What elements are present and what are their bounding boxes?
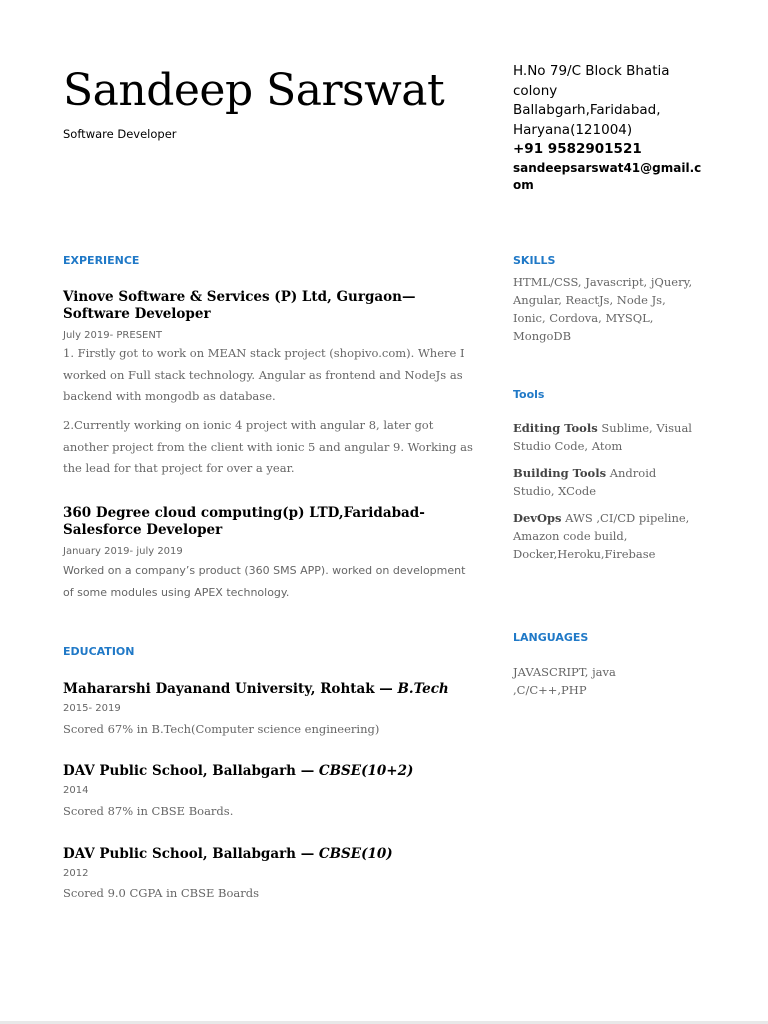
tool-item	[513, 419, 693, 455]
education-detail: Scored 87% in CBSE Boards.	[63, 804, 234, 818]
tool-value: Android Studio, XCode	[513, 466, 657, 498]
tool-value: Sublime, Visual Studio Code, Atom	[513, 421, 692, 453]
contact-address: H.No 79/C Block Bhatia colony Ballabgarh,Faridabad, Haryana(121004)	[513, 63, 670, 138]
tool-item	[513, 509, 693, 563]
tool-label: Building Tools	[513, 466, 607, 480]
candidate-role: Software Developer	[63, 127, 177, 141]
degree: CBSE(10+2)	[318, 763, 414, 779]
languages-list: JAVASCRIPT, java ,C/C++,PHP	[513, 665, 616, 697]
experience-heading: EXPERIENCE	[63, 254, 140, 267]
education-title	[63, 763, 413, 780]
tool-item	[513, 464, 693, 500]
job-title: Vinove Software & Services (P) Ltd, Gurgaon— Software Developer	[63, 289, 416, 322]
education-dates: 2012	[63, 868, 89, 879]
tool-label: Editing Tools	[513, 421, 598, 435]
job-description: Worked on a company’s product (360 SMS APP). worked on development of some modules using APEX technology.	[63, 564, 466, 599]
candidate-name: Sandeep Sarswat	[63, 65, 445, 116]
tool-label: DevOps	[513, 511, 562, 525]
job-dates: January 2019- july 2019	[63, 546, 183, 557]
education-heading: EDUCATION	[63, 645, 135, 658]
school-place: Ballabgarh —	[207, 846, 319, 862]
school-place: Rohtak —	[315, 681, 398, 697]
education-title	[63, 681, 449, 698]
school-name: DAV Public School,	[63, 846, 208, 862]
education-detail: Scored 9.0 CGPA in CBSE Boards	[63, 886, 260, 900]
degree: CBSE(10)	[318, 846, 393, 862]
job-description: 1. Firstly got to work on MEAN stack project (shopivo.com). Where I worked on Full stack technology. Angular as frontend and NodeJs as backend with mongodb as database.	[63, 346, 465, 403]
tool-value: AWS ,CI/CD pipeline, Amazon code build, Docker,Heroku,Firebase	[513, 511, 690, 561]
skills-heading: SKILLS	[513, 254, 556, 267]
school-name: Mahararshi Dayanand University,	[63, 681, 316, 697]
contact-block	[513, 62, 703, 194]
education-dates: 2015- 2019	[63, 703, 121, 714]
languages-heading: LANGUAGES	[513, 631, 589, 644]
education-detail: Scored 67% in B.Tech(Computer science engineering)	[63, 722, 380, 736]
job-title: 360 Degree cloud computing(p) LTD,Faridabad- Salesforce Developer	[63, 505, 425, 538]
school-place: Ballabgarh —	[207, 763, 319, 779]
contact-email: sandeepsarswat41@gmail.com	[513, 160, 702, 192]
tools-heading: Tools	[513, 388, 545, 401]
job-description: 2.Currently working on ionic 4 project with angular 8, later got another project from the client with ionic 5 and angular 9. Working as the lead for that project for over a year.	[63, 418, 473, 475]
skills-list: HTML/CSS, Javascript, jQuery, Angular, ReactJs, Node Js, Ionic, Cordova, MYSQL, MongoDB	[513, 275, 693, 343]
contact-phone: +91 9582901521	[513, 141, 642, 157]
school-name: DAV Public School,	[63, 763, 208, 779]
education-dates: 2014	[63, 785, 89, 796]
degree: B.Tech	[397, 681, 449, 697]
job-dates: July 2019- PRESENT	[63, 330, 162, 341]
education-title	[63, 846, 393, 863]
